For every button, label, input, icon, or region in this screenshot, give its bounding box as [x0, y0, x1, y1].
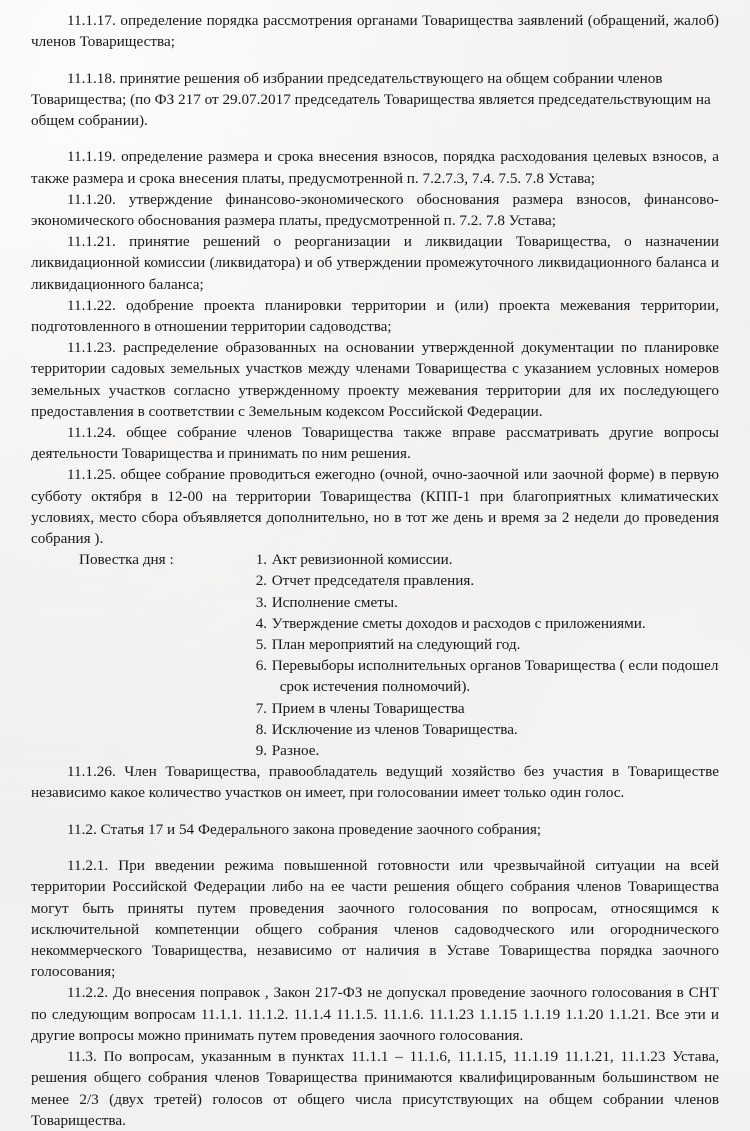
agenda-item-text: Акт ревизионной комиссии. [271, 551, 453, 569]
agenda-item-text: Исключение из членов Товарищества. [271, 720, 518, 738]
agenda-item-number: 2. [255, 572, 268, 590]
agenda-item [256, 549, 719, 570]
agenda-item-number: 4. [255, 614, 268, 632]
clause-11-2-2: 11.2.2. До внесения поправок , Закон 217-ФЗ не допускал проведение заочного голосования в СНТ по следующим вопросам 11.1.1. 11.1.2. 11.1.4 11.1.5. 11.1.6. 11.1.23 1.1.15 1.1.19 1.1.20 1.1.21. Все эти и другие вопросы можно принимать путем проведения заочного голосования. [31, 984, 719, 1044]
agenda-item-number: 8. [255, 720, 268, 738]
agenda-item-continuation: срок истечения полномочий). [279, 678, 471, 696]
agenda-item-number: 7. [255, 699, 268, 717]
agenda-item-number: 1. [255, 551, 268, 569]
agenda-item [256, 698, 719, 719]
agenda-item [256, 740, 719, 761]
agenda-item [256, 655, 719, 697]
clause-11-1-26: 11.1.26. Член Товарищества, правообладатель ведущий хозяйство без участия в Товариществе независимо какое количество участков он имеет, при голосовании имеет только один голос. [31, 763, 719, 802]
clause-11-2: 11.2. Статья 17 и 54 Федерального закона проведение заочного собрания; [67, 820, 542, 838]
clause-11-1-18: 11.1.18. принятие решения об избрании председательствующего на общем собрании членов Товарищества; (по ФЗ 217 от 29.07.2017 председатель Товарищества является председательствующим на общем собрании). [31, 69, 711, 129]
agenda-item [256, 570, 719, 591]
clause-11-1-22: 11.1.22. одобрение проекта планировки территории и (или) проекта межевания территории, подготовленного в отношении территории садоводства; [31, 296, 719, 336]
agenda-item [256, 634, 719, 655]
agenda-item-number: 6. [255, 657, 268, 675]
agenda-item-text: Отчет председателя правления. [271, 572, 475, 590]
clause-11-1-17: 11.1.17. определение порядка рассмотрения органами Товарищества заявлений (обращений, жалоб) членов Товарищества; [31, 12, 719, 51]
agenda-block [31, 549, 719, 761]
clause-11-1-23: 11.1.23. распределение образованных на основании утвержденной документации по планировке территории садовых земельных участков между членами Товарищества с указанием условных номеров земельных участков согласно утвержденному проекту межевания территории для их последующего предоставления в соответствии с Земельным кодексом Российской Федерации. [31, 339, 719, 420]
agenda-item-text: Прием в члены Товарищества [271, 699, 465, 717]
agenda-item-text: План мероприятий на следующий год. [271, 636, 521, 654]
document-body [31, 10, 719, 1131]
agenda-item [256, 719, 719, 740]
agenda-list [174, 549, 719, 761]
agenda-item-number: 5. [255, 636, 268, 654]
clause-11-1-25: 11.1.25. общее собрание проводиться ежегодно (очной, очно-заочной или заочной форме) в первую субботу октября в 12-00 на территории Товарищества (КПП-1 при благоприятных климатических условиях, место сбора объявляется дополнительно, но в тот же день и время за 2 недели до проведения собрания ). [31, 466, 719, 548]
clause-11-1-20: 11.1.20. утверждение финансово-экономического обоснования размера взносов, финансово-экономического обоснования размера платы, предусмотренной п. 7.2. 7.8 Устава; [31, 190, 719, 229]
agenda-item-text: Перевыборы исполнительных органов Товарищества ( если подошел [271, 657, 719, 675]
agenda-item-number: 9. [255, 742, 268, 760]
clause-11-2-1: 11.2.1. При введении режима повышенной готовности или чрезвычайной ситуации на всей территории Российской Федерации либо на ее части решения общего собрания членов Товарищества могут быть приняты путем проведения заочного голосования по вопросам, относящимся к исключительной компетенции общего собрания членов садоводческого или огороднического некоммерческого Товарищества, независимо от наличия в Уставе Товарищества порядка заочного голосования; [31, 857, 719, 981]
clause-11-1-24: 11.1.24. общее собрание членов Товарищества также вправе рассматривать другие вопросы деятельности Товарищества и принимать по ним решения. [31, 424, 719, 463]
clause-11-3: 11.3. По вопросам, указанным в пунктах 11.1.1 – 11.1.6, 11.1.15, 11.1.19 11.1.21, 11.1.23 Устава, решения общего собрания членов Товарищества принимаются квалифицированным большинством не менее 2/3 (двух третей) голосов от общего числа присутствующих на общем собрании членов Товарищества. [31, 1048, 719, 1129]
agenda-item-text: Исполнение сметы. [271, 593, 398, 611]
agenda-item-text: Утверждение сметы доходов и расходов с приложениями. [271, 614, 646, 632]
clause-11-1-21: 11.1.21. принятие решений о реорганизации и ликвидации Товарищества, о назначении ликвидационной комиссии (ликвидатора) и об утверждении промежуточного ликвидационного баланса и ликвидационного баланса; [31, 233, 719, 293]
agenda-label: Повестка дня : [79, 551, 174, 569]
agenda-item [256, 592, 719, 613]
agenda-item-number: 3. [255, 593, 268, 611]
agenda-item [256, 613, 719, 634]
agenda-item-text: Разное. [271, 742, 320, 760]
clause-11-1-19: 11.1.19. определение размера и срока внесения взносов, порядка расходования целевых взносов, а также размера и срока внесения платы, предусмотренной п. 7.2.7.3, 7.4. 7.5. 7.8 Устава; [31, 148, 719, 187]
